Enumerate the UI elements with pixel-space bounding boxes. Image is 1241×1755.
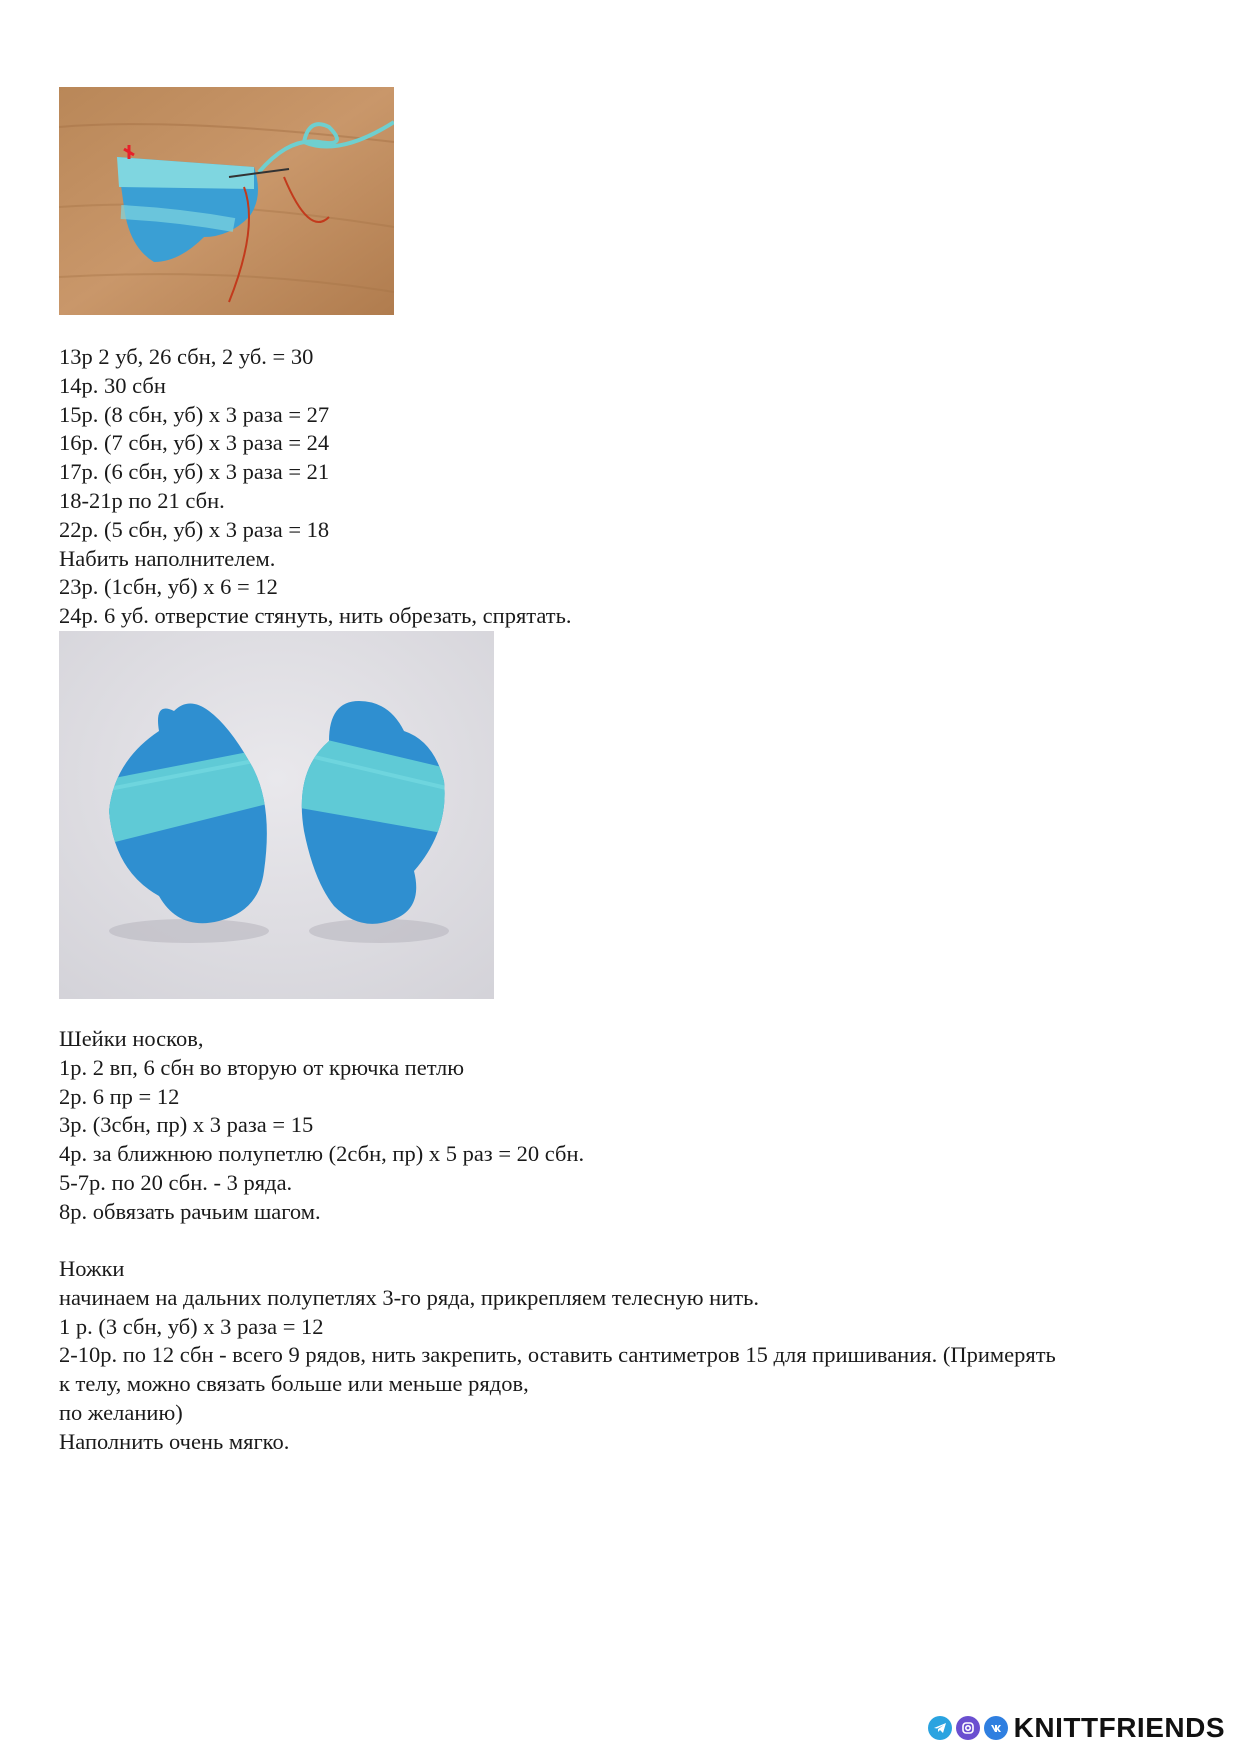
text-line: 17р. (6 сбн, уб) х 3 раза = 21	[59, 459, 330, 485]
text-line: по желанию)	[59, 1399, 183, 1425]
text-line: 24р. 6 уб. отверстие стянуть, нить обрезать, спрятать.	[59, 603, 572, 629]
instructions-legs	[59, 1255, 1056, 1457]
instagram-icon[interactable]	[956, 1716, 980, 1740]
text-line: 3р. (3сбн, пр) х 3 раза = 15	[59, 1112, 314, 1138]
instructions-rows-13-24	[59, 343, 572, 631]
footer-brand	[928, 1711, 1225, 1745]
text-line: 23р. (1сбн, уб) х 6 = 12	[59, 574, 278, 600]
text-line: 2-10р. по 12 сбн - всего 9 рядов, нить закрепить, оставить сантиметров 15 для пришивания. (Примерять	[59, 1342, 1056, 1368]
text-line: 15р. (8 сбн, уб) х 3 раза = 27	[59, 401, 330, 427]
photo-crochet-in-progress	[59, 87, 394, 315]
text-line: 5-7р. по 20 сбн. - 3 ряда.	[59, 1169, 293, 1195]
text-line: 22р. (5 сбн, уб) х 3 раза = 18	[59, 516, 330, 542]
instructions-sock-necks	[59, 1025, 584, 1227]
text-line: Набить наполнителем.	[59, 545, 276, 571]
text-line: 1р. 2 вп, 6 сбн во вторую от крючка петлю	[59, 1054, 465, 1080]
brand-name: KNITTFRIENDS	[1013, 1712, 1225, 1743]
text-line: к телу, можно связать больше или меньше рядов,	[59, 1371, 529, 1397]
telegram-icon[interactable]	[928, 1716, 952, 1740]
text-line: 2р. 6 пр = 12	[59, 1083, 180, 1109]
text-line: 14р. 30 сбн	[59, 372, 166, 398]
text-line: Шейки носков,	[59, 1026, 204, 1051]
text-line: 8р. обвязать рачьим шагом.	[59, 1198, 321, 1224]
vk-icon[interactable]	[984, 1716, 1008, 1740]
text-line: 13р 2 уб, 26 сбн, 2 уб. = 30	[59, 344, 314, 369]
text-line: 4р. за ближнюю полупетлю (2сбн, пр) х 5 раз = 20 сбн.	[59, 1141, 585, 1167]
text-line: начинаем на дальних полупетлях 3-го ряда, прикрепляем телесную нить.	[59, 1284, 759, 1310]
text-line: Ножки	[59, 1256, 125, 1281]
photo-finished-socks	[59, 631, 494, 999]
text-line: 1 р. (3 сбн, уб) х 3 раза = 12	[59, 1313, 324, 1339]
text-line: 18-21р по 21 сбн.	[59, 487, 225, 513]
text-line: Наполнить очень мягко.	[59, 1428, 290, 1454]
text-line: 16р. (7 сбн, уб) х 3 раза = 24	[59, 430, 330, 456]
